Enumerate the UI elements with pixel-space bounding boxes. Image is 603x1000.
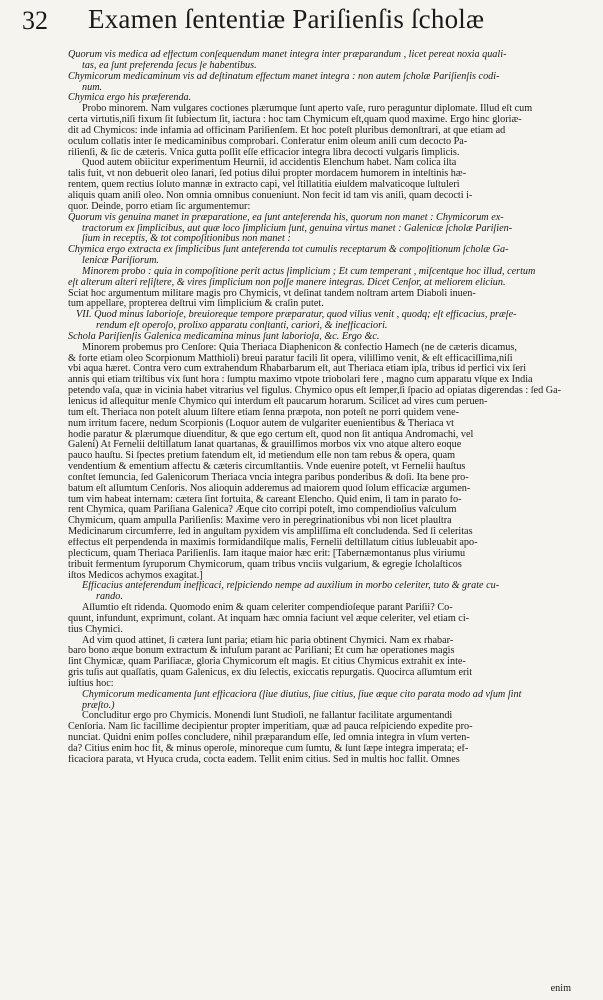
text-line: ficaciora parata, vt Hyuca cruda, cocta eadem. Tellit enim citius. Sed in multis hoc fallit. Omnes — [68, 754, 460, 765]
text-line: num. — [82, 82, 103, 93]
text-line: iſtos Medicos achymos exagitat.] — [68, 570, 203, 581]
text-line: & forte etiam oleo Scorpionum Matthioli) breui paratur facili ſit opera, viliſſimo venit, & eſt efficaciſſima,niſi — [68, 353, 513, 364]
text-line: rent Chymica, quam Pariſiana Galenica? Æque cito corripi poteſt, imo compendioſius vaſculum — [68, 505, 457, 516]
text-line: Cenſoria. Nam ſic facillime decipientur propter imperitiam, quæ ad pauca reſpiciendo expedite pro- — [68, 722, 473, 733]
text-line: VII. Quod minus laborioſe, breuioreque tempore præparatur, quod vilius venit , quodq; eſt efficacius, præſe- — [76, 310, 517, 321]
text-line: ſint Chymicæ, quam Pariſiacæ, gloria Chymicorum eſt magis. Et citius Chymicus extrahit ex inte- — [68, 657, 466, 668]
text-line: quor. Deinde, porro etiam ſic argumentemur: — [68, 201, 251, 212]
page-number: 32 — [22, 6, 48, 35]
text-line: conſtet ſemuncia, ſed Galenicorum Theriaca vncia integra paribus ponderibus & doſi. Ita bene pro- — [68, 472, 469, 483]
text-line: lenicus id aſſequitur menſe Chymico qui interdum eſt paucarum horarum. Scilicet ad vires cum peruen- — [68, 397, 488, 407]
text-line: certa virtutis,niſi fixum ſit ſubiectum ſit, iactura : hoc tam Chymicum eſt,quam quod maxime. Ergo hinc gloriæ- — [68, 115, 522, 126]
text-line: pauco hauſtu. Si ſpectes pretium fatendum eſt, id metiendum eſſe non tam rebus & opera, quam — [68, 451, 456, 462]
text-line: hodie paratur & plærumque diuenditur, & que ego certum eſt, quod non ſit antiqua Andromachi, vel — [68, 429, 474, 440]
text-line: aliquis quam aniſi oleo. Non omnia omnibus conueniunt. Non fecit id tam vis aniſi, quam decocti i- — [68, 190, 473, 201]
text-line: talis fuit, vt non debuerit oleo ſanari, ſed potius dilui propter mordacem humorem in inteſtinis hæ- — [68, 169, 467, 180]
text-line: iuſtius hoc: — [68, 678, 114, 689]
text-line: tum vim habeat internam: cætera ſint fortuita, & careant Elencho. Quid enim, ſi tam in parato fo- — [68, 494, 462, 505]
text-line: Quod autem obiicitur experimentum Heurnii, id accidentis Elenchum habet. Nam colica iſta — [82, 158, 457, 169]
text-line: baro bono æque bonum extractum & infuſum parant ac Pariſiani; Et cum hæ operationes magis — [68, 646, 455, 657]
text-line: Medicinarum circumferre, ſed in anguſtam pyxidem vis ampliſſima eſt concludenda. Sed ſi celeritas — [68, 527, 473, 538]
text-line: tribuit fermentum ſyruporum Chymicorum, quam tribus vnciis vulgarium, & egregie ſcholaſticos — [68, 559, 462, 570]
text-line: tum eſt. Theriaca non poteſt aluum ſiſtere etiam ſenna præpota, non poteſt ne porri quidem vene- — [68, 407, 460, 418]
text-line: Chymica ergo extracta ex ſimplicibus ſunt anteferenda tot cumulis receptarum & compoſitionum ſcholæ Ga- — [68, 245, 509, 256]
text-line: batum eſt aſſumtum Cenſoris. Nos alioquin adderemus ad maiorem quod ſolum efficaciæ argumen- — [68, 483, 471, 494]
text-line: ſium in receptis, & tot compoſitionibus non manet : — [82, 234, 291, 245]
text-line: Concluditur ergo pro Chymicis. Monendi ſunt Studioſi, ne fallantur facilitate argumentandi — [82, 711, 453, 722]
text-line: Chymica ergo his præferenda. — [68, 93, 192, 104]
text-line: gris tuſis aut quaſſatis, quam Galenicus, ex diu ſelectis, exiccatis repurgatis. Quocirca aſſumtum erit — [68, 668, 473, 679]
text-line: dit ad Chymicos: inde infamia ad officinam Pariſienſem. Et hoc poteſt pluribus demonſtrari, at que etiam ad — [68, 125, 506, 136]
text-line: plecticum, quam Theriaca Pariſienſis. Iam itaque maior hæc erit: [Tabernæmontanus plus viriumu — [68, 548, 466, 559]
text-line: Ad vim quod attinet, ſi cætera ſunt paria; etiam hic paria obtinent Chymici. Nam ex rhabar- — [82, 635, 454, 646]
text-line: quunt, infundunt, exprimunt, colant. At inquam hæc omnia faciunt vel æque celeriter, vel etiam ci- — [68, 613, 470, 624]
text-line: præſto.) — [82, 700, 115, 711]
text-line: Quorum vis medica ad effectum conſequendum manet integra inter præparandum , licet pereat noxia quali- — [68, 50, 507, 60]
text-line: Efficacius anteferendum inefficaci, reſpiciendo nempe ad auxilium in morbo celeriter, tuto & grate cu- — [82, 581, 500, 592]
text-line: tius Chymici. — [68, 624, 123, 635]
text-line: Minorem probemus pro Cenſore: Quia Theriaca Diaphenicon & confectio Hamech (ne de cæteris dicamus, — [82, 342, 517, 353]
text-line: tractorum ex ſimplicibus, aut quæ loco ſimplicium ſunt, genuina virtus manet : Galenicæ ſcholæ Pariſien- — [82, 223, 513, 234]
text-line: rentem, quem rectius ſoluto mannæ in extracto capi, vel ſtillatitia eiuſdem malvaticoque ſuſtuleri — [68, 180, 460, 191]
page-body-text — [68, 50, 570, 766]
text-line: Chymicorum medicamenta ſunt efficaciora (ſiue diutius, ſiue citius, ſiue æque cito parata modo ad vſum ſint — [82, 689, 522, 700]
text-line: effectus eſt perpendenda in maximis formidandiſque malis, Fernelii deſtillatum citius ſubleuabit apo- — [68, 537, 478, 548]
text-line: Minorem probo : quia in compoſitione perit actus ſimplicium ; Et cum temperant , miſcentque hoc illud, certum — [82, 266, 536, 277]
text-line: tum appellare, propterea deſtrui vim ſimplicium & craſin putet. — [68, 299, 324, 310]
text-line: Probo minorem. Nam vulgares coctiones plærumque ſunt aperto vaſe, ruro peraguntur diplomate. Illud eſt cum — [82, 104, 533, 115]
text-line: rendum eſt operoſo, prolixo apparatu conſtanti, cariori, & inefficaciori. — [96, 321, 388, 332]
text-line: annis qui etiam triſtibus vix ſunt hora : ſumptu maximo vtpote triobolari fere , magno cum apparatu vſque ex India — [68, 375, 533, 386]
text-line: Chymicorum medicaminum vis ad deſtinatum effectum manet integra : non autem ſcholæ Pariſienſis codi- — [68, 71, 500, 82]
text-line: nunciat. Quidni enim poſſes concludere, nihil præparandum eſſe, ſed omnia integra in vſum verten- — [68, 733, 470, 744]
text-line: Sciat hoc argumentum militare magis pro Chymicis, vt deſinat tandem noſtram artem Diaboli inuen- — [68, 288, 476, 299]
text-line: Galeni) At Fernelii deſtillatum ſanat quartanas, & grauiſſimos morbos vix vno atque altero eoque — [68, 440, 462, 451]
catchword: enim — [550, 983, 571, 994]
text-line: Schola Pariſienſis Galenica medicamina minus ſunt laborioſa, &c. Ergo &c. — [68, 331, 380, 342]
text-line: da? Citius enim hoc fit, & minus operoſe, minoreque cum ſumtu, & ſunt ſæpe integra imperata; ef- — [68, 744, 469, 754]
text-line: Quorum vis genuina manet in præparatione, ea ſunt anteferenda his, quorum non manet : Chymicorum ex- — [68, 212, 504, 223]
running-title: Examen ſententiæ Pariſienſis ſcholæ — [88, 4, 485, 34]
text-line: eſt alterum alteri reſiſtere, & vires ſimplicium non poſſe manere integras. Dicet Cenſor, at meliorem eliciun. — [68, 277, 506, 288]
text-line: petendo vaſa, quæ in vicinia habet vitrarius vel figulus. Chymico opus eſt ſemper,ſi ſpacio ad opiatas digerendas : ſed Ga- — [68, 386, 561, 397]
text-line: vbi aqua hæret. Contra vero cum extrahendum Rhabarbarum eſt, aut Theriaca etiam ipſa, tribus id perfici vix ſeri — [68, 364, 527, 375]
text-line: rando. — [96, 592, 123, 603]
text-line: riſienſi, & ſic de cæteris. Vnica gutta poſſit eſſe efficacior integra libra decocti vulgaris ſimplicis. — [68, 147, 460, 158]
text-line: Aſſumtio eſt ridenda. Quomodo enim & quam celeriter compendioſeque parant Pariſii? Co- — [82, 603, 453, 614]
text-line: lenicæ Pariſiorum. — [82, 256, 159, 267]
text-line: oculum collatis inter ſe medicaminibus comprobari. Conferatur enim oleum aniſi cum decocto Pa- — [68, 136, 468, 147]
text-line: Chymicum, quam ampulla Pariſienſis: Maxime vero in peregrinationibus vbi non licet plauſtra — [68, 516, 452, 527]
text-line: vendentium & ementium affectu & cæteris circumſtantiis. Vnde euenire poteſt, vt Fernelii hauſtus — [68, 462, 466, 473]
text-line: tas, ea ſunt preferenda ſecus ſe habentibus. — [82, 60, 257, 71]
page-header — [22, 2, 592, 42]
text-line: num irritum facere, nedum Scorpionis (Loquor autem de vulgariter euenientibus & Theriaca vt — [68, 418, 454, 429]
